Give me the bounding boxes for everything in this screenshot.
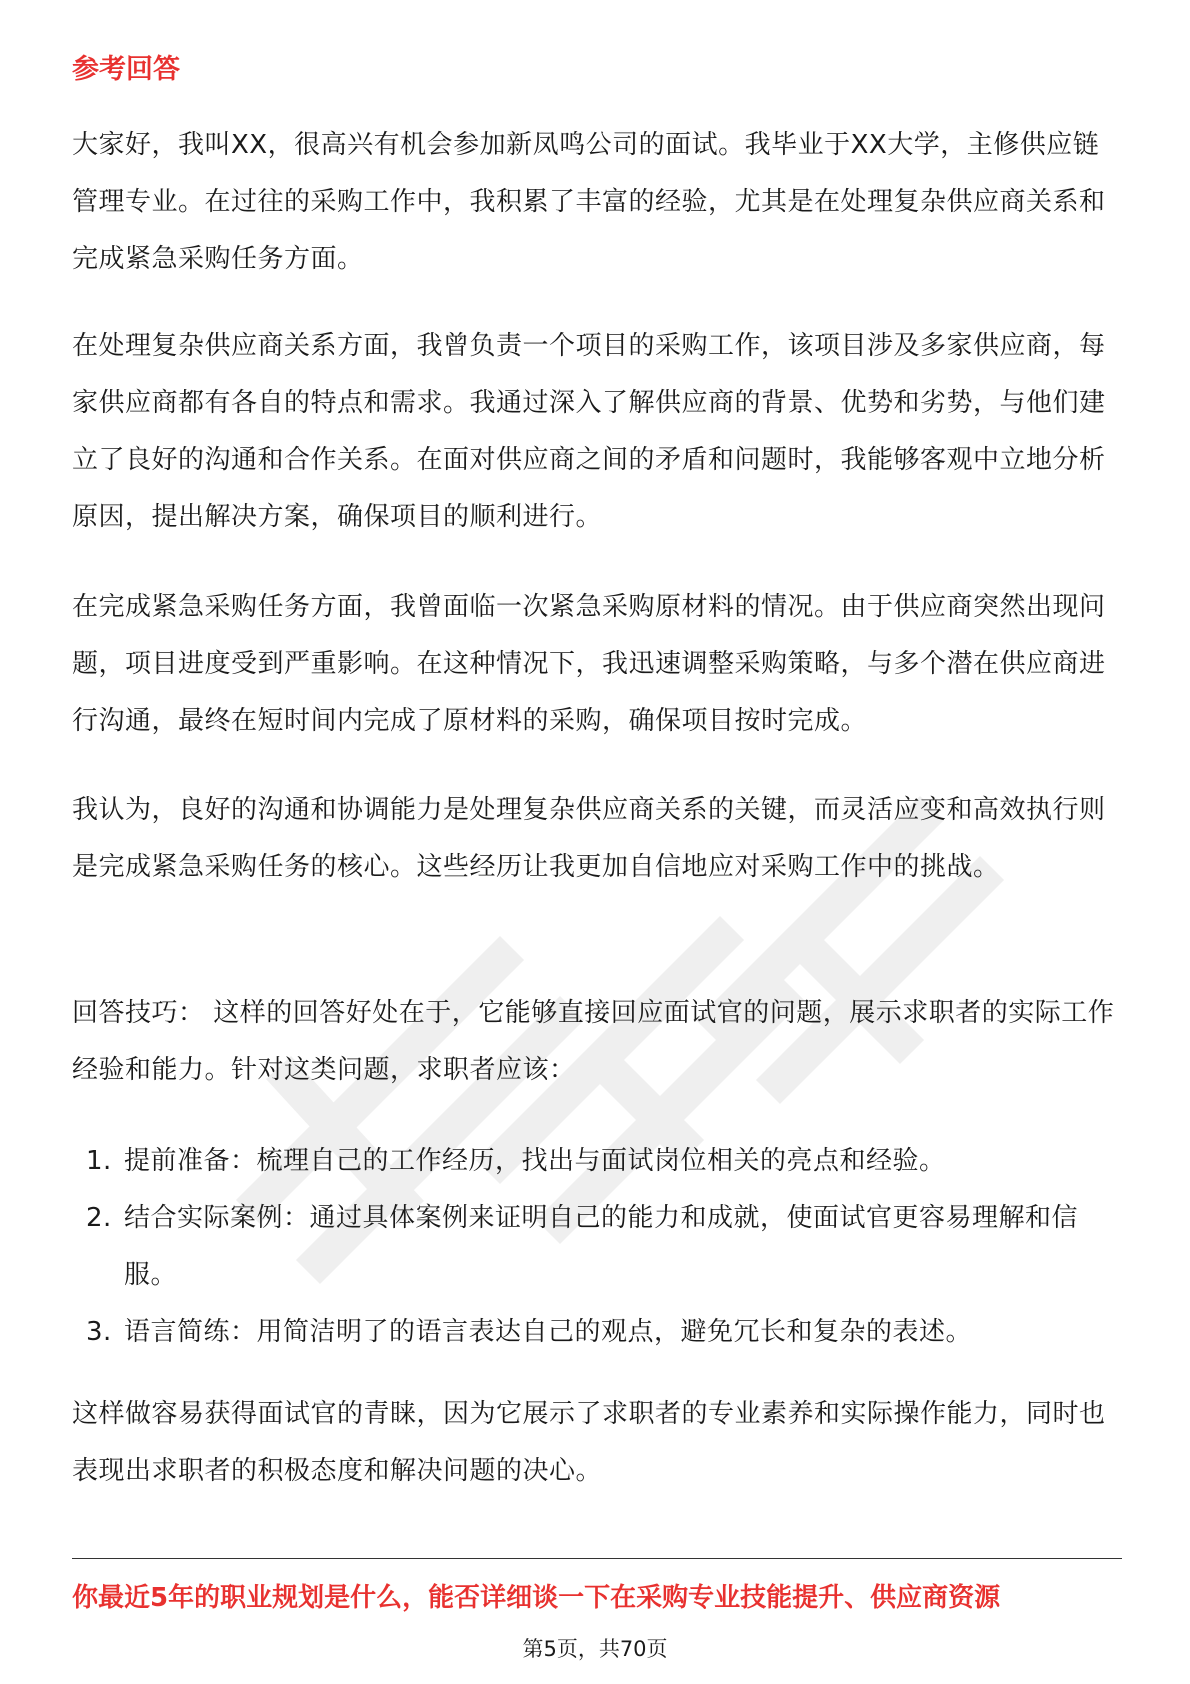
list-item-number: 3. bbox=[86, 1317, 112, 1347]
next-question-heading: 你最近5年的职业规划是什么，能否详细谈一下在采购专业技能提升、供应商资源 bbox=[72, 1583, 1001, 1613]
list-item-text: 结合实际案例：通过具体案例来证明自己的能力和成就，使面试官更容易理解和信服。 bbox=[124, 1203, 1079, 1290]
section-title: 参考回答 bbox=[72, 54, 180, 85]
list-item bbox=[72, 1133, 1122, 1190]
list-item-number: 1. bbox=[86, 1146, 112, 1176]
intro-paragraph: 大家好，我叫XX，很高兴有机会参加新凤鸣公司的面试。我毕业于XX大学，主修供应链管理专业。在过往的采购工作中，我积累了丰富的经验，尤其是在处理复杂供应商关系和完成紧急采购任务方面。 bbox=[72, 130, 1106, 274]
tips-list bbox=[72, 1133, 1122, 1361]
list-item bbox=[72, 1190, 1122, 1304]
closing-paragraph: 这样做容易获得面试官的青睐，因为它展示了求职者的专业素养和实际操作能力，同时也表现出求职者的积极态度和解决问题的决心。 bbox=[72, 1399, 1106, 1486]
list-item-text: 提前准备：梳理自己的工作经历，找出与面试岗位相关的亮点和经验。 bbox=[124, 1146, 946, 1176]
section-divider bbox=[72, 1558, 1122, 1559]
summary-paragraph: 我认为，良好的沟通和协调能力是处理复杂供应商关系的关键，而灵活应变和高效执行则是完成紧急采购任务的核心。这些经历让我更加自信地应对采购工作中的挑战。 bbox=[72, 795, 1106, 882]
tips-intro-paragraph: 回答技巧： 这样的回答好处在于，它能够直接回应面试官的问题，展示求职者的实际工作经验和能力。针对这类问题，求职者应该： bbox=[72, 998, 1115, 1085]
page-number: 第5页，共70页 bbox=[522, 1637, 668, 1661]
list-item-number: 2. bbox=[86, 1203, 112, 1233]
urgent-procurement-paragraph: 在完成紧急采购任务方面，我曾面临一次紧急采购原材料的情况。由于供应商突然出现问题，项目进度受到严重影响。在这种情况下，我迅速调整采购策略，与多个潜在供应商进行沟通，最终在短时间内完成了原材料的采购，确保项目按时完成。 bbox=[72, 592, 1106, 736]
supplier-relations-paragraph: 在处理复杂供应商关系方面，我曾负责一个项目的采购工作，该项目涉及多家供应商，每家供应商都有各自的特点和需求。我通过深入了解供应商的背景、优势和劣势，与他们建立了良好的沟通和合作关系。在面对供应商之间的矛盾和问题时，我能够客观中立地分析原因，提出解决方案，确保项目的顺利进行。 bbox=[72, 331, 1106, 532]
list-item-text: 语言简练：用简洁明了的语言表达自己的观点，避免冗长和复杂的表述。 bbox=[124, 1317, 973, 1347]
list-item bbox=[72, 1304, 1122, 1361]
